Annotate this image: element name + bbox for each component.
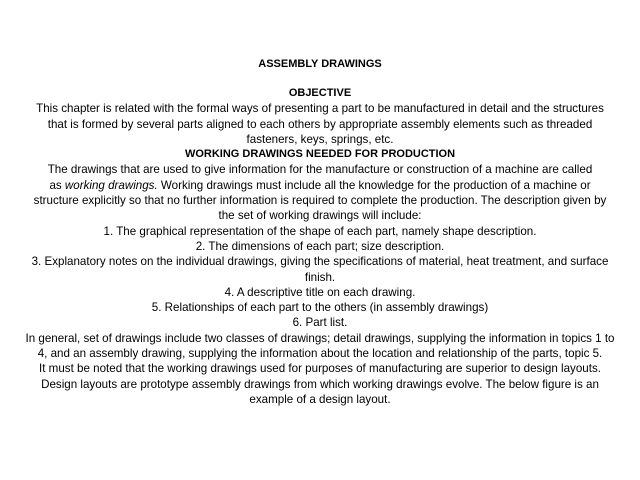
closing-line: Design layouts are prototype assembly drawings from which working drawings evolve. The below figure is an bbox=[41, 377, 599, 391]
closing-line: It must be noted that the working drawings used for purposes of manufacturing are superior to design layouts. bbox=[39, 362, 601, 376]
working-drawings-heading: WORKING DRAWINGS NEEDED FOR PRODUCTION bbox=[184, 148, 456, 161]
list-item: 1. The graphical representation of the shape of each part, namely shape description. bbox=[103, 224, 537, 238]
closing-line: 4, and an assembly drawing, supplying the information about the location and relationship of the parts, topic 5. bbox=[37, 347, 603, 361]
italic-term: working drawings. bbox=[64, 178, 158, 192]
objective-line: fasteners, keys, springs, etc. bbox=[246, 132, 394, 146]
list-item: 6. Part list. bbox=[292, 316, 348, 330]
list-item: 3. Explanatory notes on the individual drawings, giving the specifications of material, heat treatment, and surface bbox=[31, 255, 609, 269]
closing-line: In general, set of drawings include two classes of drawings; detail drawings, supplying the information in topics 1 to bbox=[25, 331, 615, 345]
document-title: ASSEMBLY DRAWINGS bbox=[258, 58, 382, 70]
list-item: 4. A descriptive title on each drawing. bbox=[224, 285, 416, 299]
paragraph-line bbox=[0, 178, 640, 193]
list-item: finish. bbox=[304, 270, 336, 284]
text-prefix: as bbox=[49, 178, 65, 192]
closing-line: example of a design layout. bbox=[249, 392, 391, 406]
list-item: 2. The dimensions of each part; size description. bbox=[195, 239, 445, 253]
paragraph-line: The drawings that are used to give information for the manufacture or construction of a machine are called bbox=[47, 163, 593, 177]
paragraph-line: structure explicitly so that no further information is required to complete the production. The description given by bbox=[33, 194, 607, 208]
paragraph-line: the set of working drawings will include: bbox=[218, 209, 422, 223]
objective-heading: OBJECTIVE bbox=[288, 87, 352, 99]
list-item: 5. Relationships of each part to the others (in assembly drawings) bbox=[151, 301, 489, 315]
objective-line: that is formed by several parts aligned to each others by appropriate assembly elements such as threaded bbox=[47, 117, 593, 131]
text-rest: Working drawings must include all the knowledge for the production of a machine or bbox=[157, 178, 591, 192]
objective-line: This chapter is related with the formal ways of presenting a part to be manufactured in detail and the structures bbox=[36, 102, 604, 116]
document-body bbox=[0, 86, 640, 407]
